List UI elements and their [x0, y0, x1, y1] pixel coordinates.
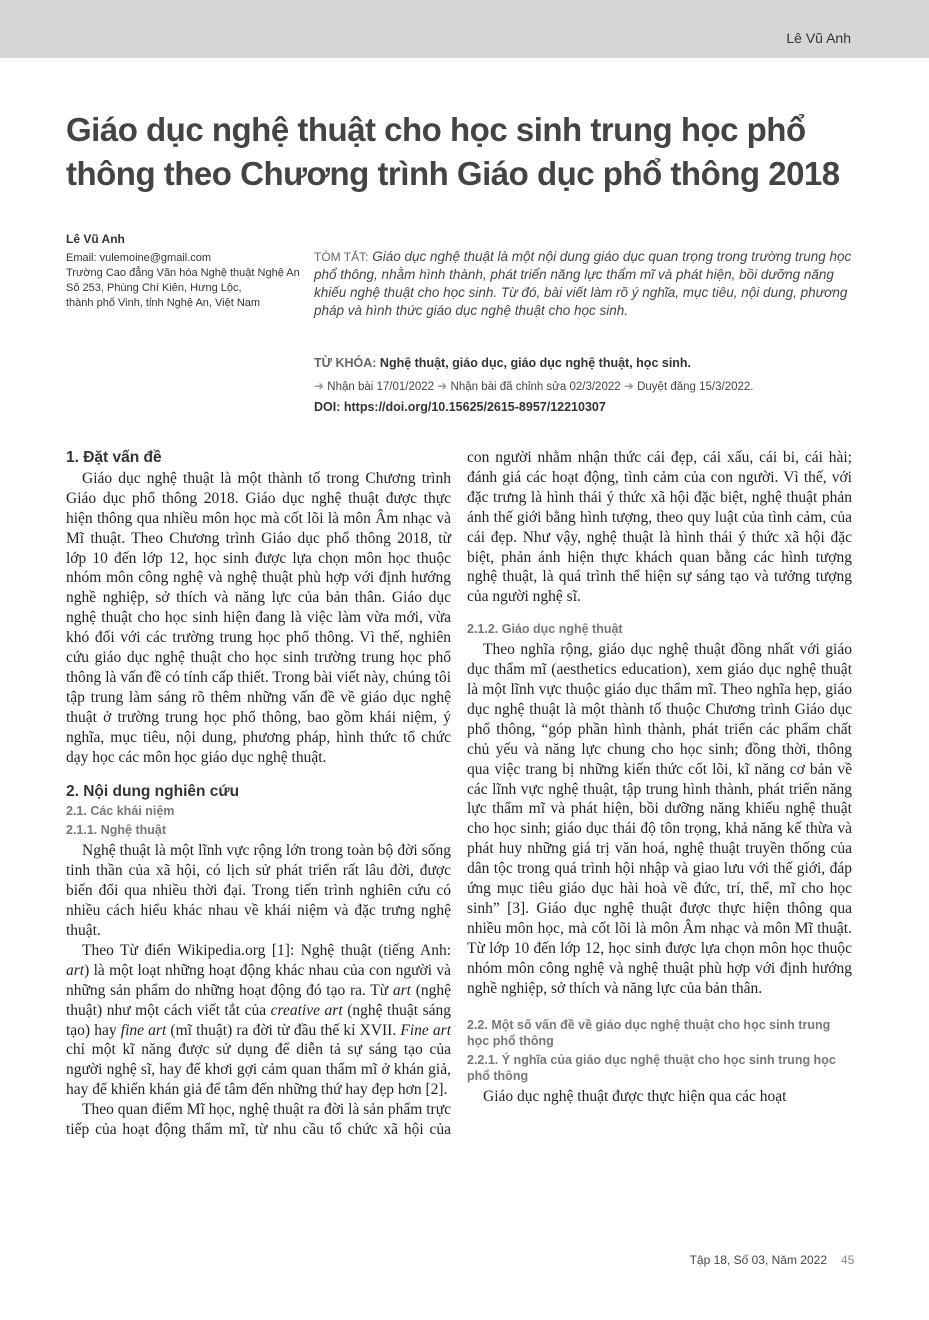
- body-paragraph: Nghệ thuật là một lĩnh vực rộng lớn trong toàn bộ đời sống tinh thần của xã hội, có lịch sử phát triển rất lâu đời, được biến đổi qua nhiều thời đại. Trong tiến trình nghiên cứu có nhiều cách hiểu khác nhau về khái niệm và đặc trưng nghệ thuật.: [66, 842, 451, 940]
- revised-date: Nhận bài đã chỉnh sửa 02/3/2022: [450, 381, 621, 393]
- abstract-text: Giáo dục nghệ thuật là một nội dung giáo dục quan trọng trong trường trung học phổ thông, nhằm hình thành, phát triển năng lực thẩm mĩ và phát hiện, bồi dưỡng năng khiếu nghệ thuật cho học sinh. Từ đó, bài viết làm rõ ý nghĩa, mục tiêu, nội dung, phương pháp và hình thức giáo dục nghệ thuật cho học sinh.: [314, 249, 852, 318]
- affiliation-line: Số 253, Phùng Chí Kiên, Hưng Lộc,: [66, 282, 242, 294]
- body-paragraph-continued: Theo quan điểm Mĩ học, nghệ thuật ra đời là sản phẩm trực tiếp của hoạt động thẩm mĩ, từ nhu cầu tổ chức xã hội của: [66, 1101, 451, 1139]
- doi-link[interactable]: DOI: https://doi.org/10.15625/2615-8957/12210307: [314, 400, 606, 414]
- arrow-right-icon: ➜: [437, 379, 448, 393]
- body-paragraph: Giáo dục nghệ thuật là một thành tố trong Chương trình Giáo dục phổ thông 2018. Giáo dục nghệ thuật được thực hiện thông qua nhiều môn học mà cốt lõi là môn Âm nhạc và Mĩ thuật. Theo Chương trình Giáo dục phổ thông 2018, từ lớp 10 đến lớp 12, học sinh được lựa chọn môn học thuộc nhóm môn công nghệ và nghệ thuật phù hợp với định hướng nghề nghiệp, sở thích và năng lực của bản thân. Giáo dục nghệ thuật cho học sinh hiện đang là việc làm vừa mới, vừa khó đối với các trường trung học phổ thông. Vì thế, nghiên cứu giáo dục nghệ thuật cho học sinh trường trung học phổ thông là vấn đề có tính cấp thiết. Trong bài viết này, chúng tôi tập trung làm sáng rõ thêm những vấn đề về giáo dục nghệ thuật ở trường trung học phổ thông, bao gồm khái niệm, ý nghĩa, mục tiêu, nội dung, phương pháp, hình thức tổ chức dạy học các môn học giáo dục nghệ thuật.: [66, 469, 451, 766]
- body-paragraph: Theo nghĩa rộng, giáo dục nghệ thuật đồng nhất với giáo dục thẩm mĩ (aesthetics education), xem giáo dục nghệ thuật là một lĩnh vực thuộc giáo dục thẩm mĩ. Theo nghĩa hẹp, giáo dục nghệ thuật là một thành tố thuộc Chương trình Giáo dục phổ thông, “góp phần hình thành, phát triển các phẩm chất chủ yếu và năng lực chung cho học sinh; đồng thời, thông qua việc trang bị những kiến thức cốt lõi, kĩ năng cơ bản về các lĩnh vực nghệ thuật, tập trung hình thành, phát triển năng lực thẩm mĩ và phát hiện, bồi dưỡng năng khiếu nghệ thuật cho học sinh; giáo dục thái độ tôn trọng, khả năng kế thừa và phát huy những giá trị văn hoá, nghệ thuật truyền thống của dân tộc trong quá trình hội nhập và giao lưu với thế giới, đáp ứng mục tiêu giáo dục hài hoà về đức, trí, thể, mĩ cho học sinh” [3]. Giáo dục nghệ thuật được thực hiện thông qua nhiều môn học, mà cốt lõi là môn Âm nhạc và môn Mĩ thuật. Từ lớp 10 đến lớp 12, học sinh được lựa chọn môn học thuộc nhóm môn công nghệ và nghệ thuật phù hợp với định hướng nghề nghiệp, sở thích và năng lực của bản thân.: [467, 641, 852, 997]
- article-dates: [314, 379, 874, 393]
- section-heading-2: 2. Nội dung nghiên cứu: [66, 782, 240, 800]
- page-number: 45: [841, 1253, 855, 1267]
- received-date: Nhận bài 17/01/2022: [327, 381, 435, 393]
- keywords-label: TỪ KHÓA:: [314, 356, 377, 370]
- body-paragraph-continued: con người nhằm nhận thức cái đẹp, cái xấu, cái bi, cái hài; đánh giá các hoạt động, tình cảm của con người. Vì thế, với đặc trưng là hình thái ý thức xã hội đặc biệt, nghệ thuật phản ánh thế giới bằng hình tượng, theo quy luật của tình cảm, của cái đẹp. Như vậy, nghệ thuật là hình thái ý thức xã hội đặc biệt, phản ánh hiện thực khách quan bằng các hình tượng nghệ thuật, là quá trình thể hiện sự sáng tạo và tưởng tượng của người nghệ sĩ.: [467, 449, 852, 606]
- keywords: [314, 356, 862, 370]
- author-affiliation: [66, 251, 306, 311]
- running-author: Lê Vũ Anh: [786, 30, 851, 46]
- arrow-right-icon: ➜: [314, 379, 325, 393]
- abstract-label: TÓM TẮT:: [314, 250, 369, 264]
- body-column-right: [467, 448, 852, 1106]
- affiliation-line: Trường Cao đẳng Văn hóa Nghệ thuật Nghệ An: [66, 267, 300, 279]
- continued-paragraph-clip: [467, 448, 852, 607]
- page-title: Giáo dục nghệ thuật cho học sinh trung học phổ thông theo Chương trình Giáo dục phổ thông 2018: [66, 111, 840, 192]
- body-paragraph: Giáo dục nghệ thuật được thực hiện qua các hoạt: [483, 1087, 787, 1105]
- author-name: Lê Vũ Anh: [66, 232, 125, 246]
- subsection-heading-2-1-2: 2.1.2. Giáo dục nghệ thuật: [467, 622, 623, 637]
- body-column-left: [66, 448, 451, 1140]
- keywords-text: Nghệ thuật, giáo dục, giáo dục nghệ thuật, học sinh.: [376, 356, 692, 370]
- subsection-heading-2-2: 2.2. Một số vấn đề về giáo dục nghệ thuật cho học sinh trung học phổ thông: [467, 1017, 831, 1048]
- body-paragraph: Theo Từ điển Wikipedia.org [1]: Nghệ thuật (tiếng Anh: art) là một loạt những hoạt động khác nhau của con người và những sản phẩm do những hoạt động đó tạo ra. Từ art (nghệ thuật) như một cách viết tắt của creative art (nghệ thuật sáng tạo) hay fine art (mĩ thuật) ra đời từ đầu thế kỉ XVII. Fine art chỉ một kĩ năng được sử dụng để diễn tả sự sáng tạo của người nghệ sĩ, hay để khơi gợi cảm quan thẩm mĩ ở khán giả, hay để khiến khán giả để tâm đến những thứ hay đẹp hơn [2].: [66, 941, 451, 1099]
- running-header: [0, 0, 929, 58]
- arrow-right-icon: ➜: [623, 379, 634, 393]
- affiliation-line: thành phố Vinh, tỉnh Nghệ An, Việt Nam: [66, 297, 261, 309]
- subsection-heading-2-1: 2.1. Các khái niệm: [66, 804, 175, 819]
- footer-issue: Tập 18, Số 03, Năm 2022: [689, 1253, 827, 1267]
- author-email[interactable]: Email: vulemoine@gmail.com: [66, 252, 212, 264]
- section-heading-1: 1. Đặt vấn đề: [66, 449, 162, 466]
- subsection-heading-2-1-1: 2.1.1. Nghệ thuật: [66, 823, 167, 838]
- subsection-heading-2-2-1: 2.2.1. Ý nghĩa của giáo dục nghệ thuật cho học sinh trung học phổ thông: [467, 1052, 836, 1083]
- abstract: [314, 248, 862, 320]
- accepted-date: Duyệt đăng 15/3/2022.: [637, 381, 754, 393]
